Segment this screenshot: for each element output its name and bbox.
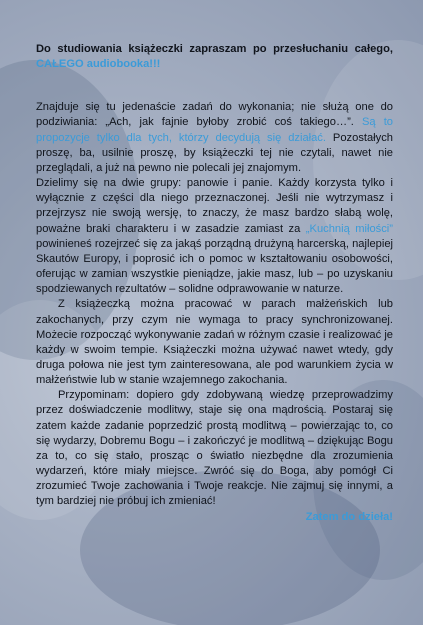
book-title-reference: „Kuchnią miłości” <box>305 222 393 235</box>
paragraph-groups <box>36 176 393 297</box>
paragraph-tasks-continued: Pozostałych proszę, ba, usilnie proszę, by książeczki tej nie czytali, nawet nie przeglądali, a już na pewno nie polecali jej znajomym. <box>36 131 393 174</box>
intro-paragraph <box>36 42 393 72</box>
paragraph-tasks <box>36 100 393 176</box>
paragraph-tasks-text: Znajduje się tu jedenaście zadań do wykonania; nie służą one do podziwiania: „Ach, jak fajnie byłoby zrobić coś takiego…”. <box>36 101 393 129</box>
closing-line: Zatem do dzieła! <box>305 510 393 523</box>
intro-line: Do studiowania książeczki zapraszam po przesłuchaniu całego, <box>36 43 393 55</box>
cover-text <box>36 42 393 525</box>
paragraph-groups-text: Dzielimy się na dwie grupy: panowie i panie. Każdy korzysta tylko i wyłącznie z części dla niego przeznaczonej. Jeśli nie wytrzymasz i przejrzysz nie swoją wersję, to znaczy, że masz bardzo słabą wolę, poważne braki charakteru i w zasadzie zamiast za <box>36 177 393 235</box>
paragraph-couples: Z książeczką można pracować w parach małżeńskich lub zakochanych, przy czym nie wymaga to pracy synchronizowanej. Możecie rozpocząć wykonywanie zadań w różnym czasie i realizować je każdy w swoim tempie. Książeczki można używać nawet wtedy, gdy druga połowa nie jest tym zainteresowana, ale pod warunkiem życia w małżeństwie lub w stanie wzajemnego zakochania. <box>36 298 393 387</box>
intro-highlight: CAŁEGO audiobooka!!! <box>36 58 161 71</box>
paragraph-tasks-highlight: Są to propozycje tylko dla tych, którzy decydują się działać. <box>36 116 394 144</box>
paragraph-prayer: Przypominam: dopiero gdy zdobywaną wiedzę przeprowadzimy przez doświadczenie modlitwy, staje się ona mądrością. Postaraj się zatem każde zadanie poprzedzić prostą modlitwą – powierzając to, co się wydarzy, Dobremu Bogu – i zakończyć je modlitwą – dziękując Bogu za to, co się stało, prosząc o światło niezbędne dla zrozumienia wydarzeń, które miały miejsce. Zwróć się do Boga, aby pomógł Ci zrozumieć Twoje zachowania i Twoje reakcje. Nie zajmuj się innymi, a tym bardziej nie próbuj ich zmieniać! <box>36 389 393 508</box>
paragraph-groups-continued: powinieneś rozejrzeć się za jakąś porządną drużyną harcerską, najlepiej Skautów Europy, i poprosić ich o pomoc w kształtowaniu osobowości, oferując w zamian wszystkie pieniądze, jakie masz, lub – po uzyskaniu spodziewanych rezultatów – solidne odprawowanie w naturze. <box>36 237 393 296</box>
